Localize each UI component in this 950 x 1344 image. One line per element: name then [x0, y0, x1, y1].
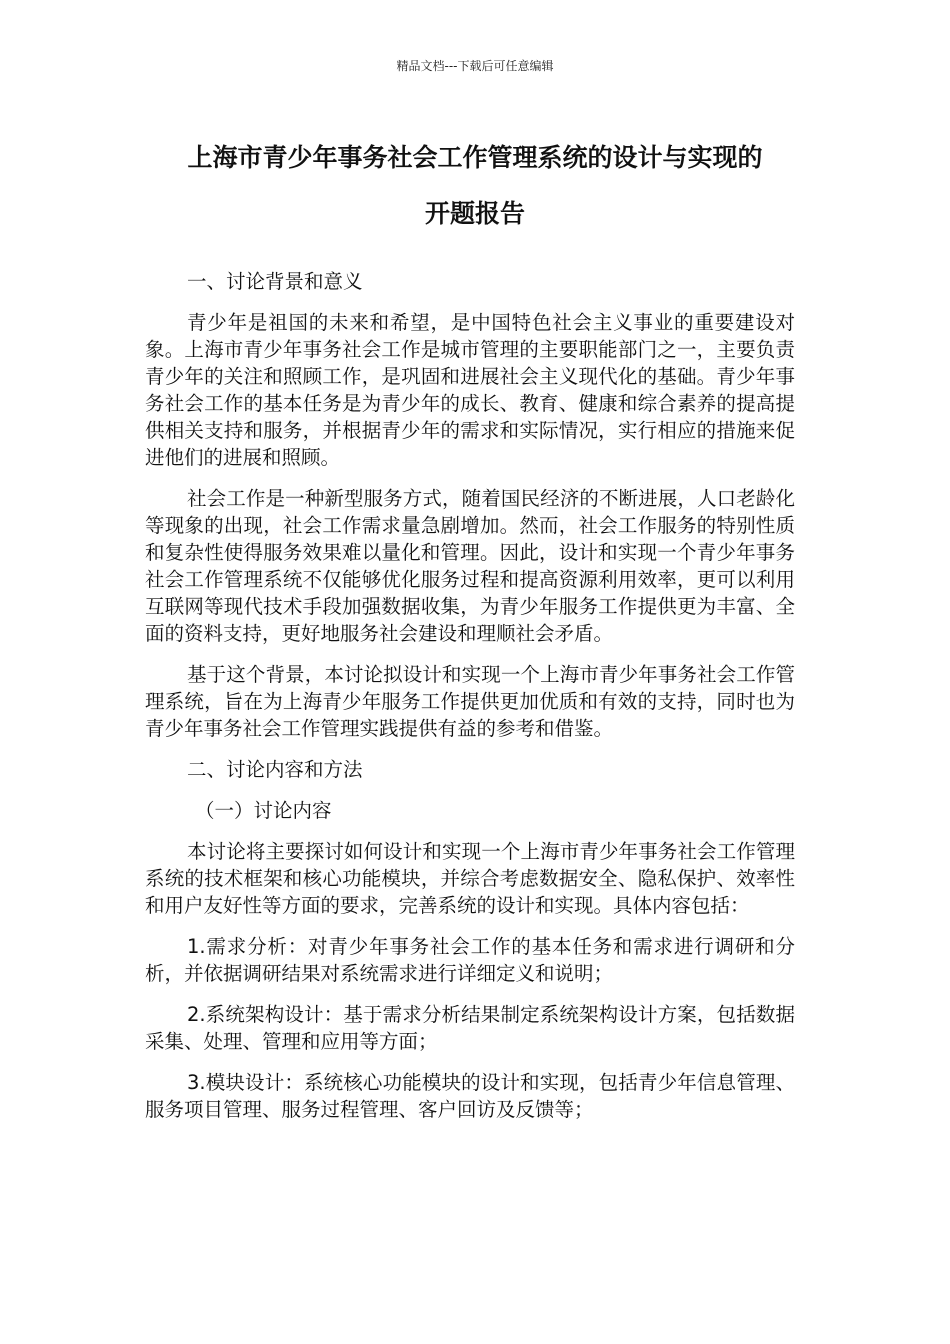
document-body	[145, 268, 795, 1137]
document-title	[130, 130, 820, 242]
section-1-heading: 一、讨论背景和意义	[187, 270, 363, 293]
document-title-line-2: 开题报告	[424, 199, 525, 228]
section-2-heading: 二、讨论内容和方法	[187, 758, 363, 781]
section-1-paragraph-3: 基于这个背景，本讨论拟设计和实现一个上海市青少年事务社会工作管理系统，旨在为上海青少年服务工作提供更加优质和有效的支持，同时也为青少年事务社会工作管理实践提供有益的参考和借鉴。	[145, 663, 795, 740]
section-1-paragraph-1: 青少年是祖国的未来和希望，是中国特色社会主义事业的重要建设对象。上海市青少年事务社会工作是城市管理的主要职能部门之一，主要负责青少年的关注和照顾工作，是巩固和进展社会主义现代化的基础。青少年事务社会工作的基本任务是为青少年的成长、教育、健康和综合素养的提高提供相关支持和服务，并根据青少年的需求和实际情况，实行相应的措施来促进他们的进展和照顾。	[145, 311, 795, 469]
section-1-paragraph-2: 社会工作是一种新型服务方式，随着国民经济的不断进展，人口老龄化等现象的出现，社会工作需求量急剧增加。然而，社会工作服务的特别性质和复杂性使得服务效果难以量化和管理。因此，设计和实现一个青少年事务社会工作管理系统不仅能够优化服务过程和提高资源利用效率，更可以利用互联网等现代技术手段加强数据收集，为青少年服务工作提供更为丰富、全面的资料支持，更好地服务社会建设和理顺社会矛盾。	[145, 487, 795, 645]
section-2-list-item-3: 3.模块设计：系统核心功能模块的设计和实现，包括青少年信息管理、服务项目管理、服务过程管理、客户回访及反馈等；	[145, 1071, 795, 1121]
document-title-line-1: 上海市青少年事务社会工作管理系统的设计与实现的	[187, 143, 763, 172]
section-2-subheading-1: （一）讨论内容	[195, 799, 332, 822]
section-2-list-item-1: 1.需求分析：对青少年事务社会工作的基本任务和需求进行调研和分析，并依据调研结果对系统需求进行详细定义和说明；	[145, 935, 795, 985]
section-2-list-item-2: 2.系统架构设计：基于需求分析结果制定系统架构设计方案，包括数据采集、处理、管理和应用等方面；	[145, 1003, 795, 1053]
section-2-paragraph-1: 本讨论将主要探讨如何设计和实现一个上海市青少年事务社会工作管理系统的技术框架和核心功能模块，并综合考虑数据安全、隐私保护、效率性和用户友好性等方面的要求，完善系统的设计和实现。具体内容包括：	[145, 840, 795, 917]
page-header-note: 精品文档---下载后可任意编辑	[396, 59, 554, 73]
